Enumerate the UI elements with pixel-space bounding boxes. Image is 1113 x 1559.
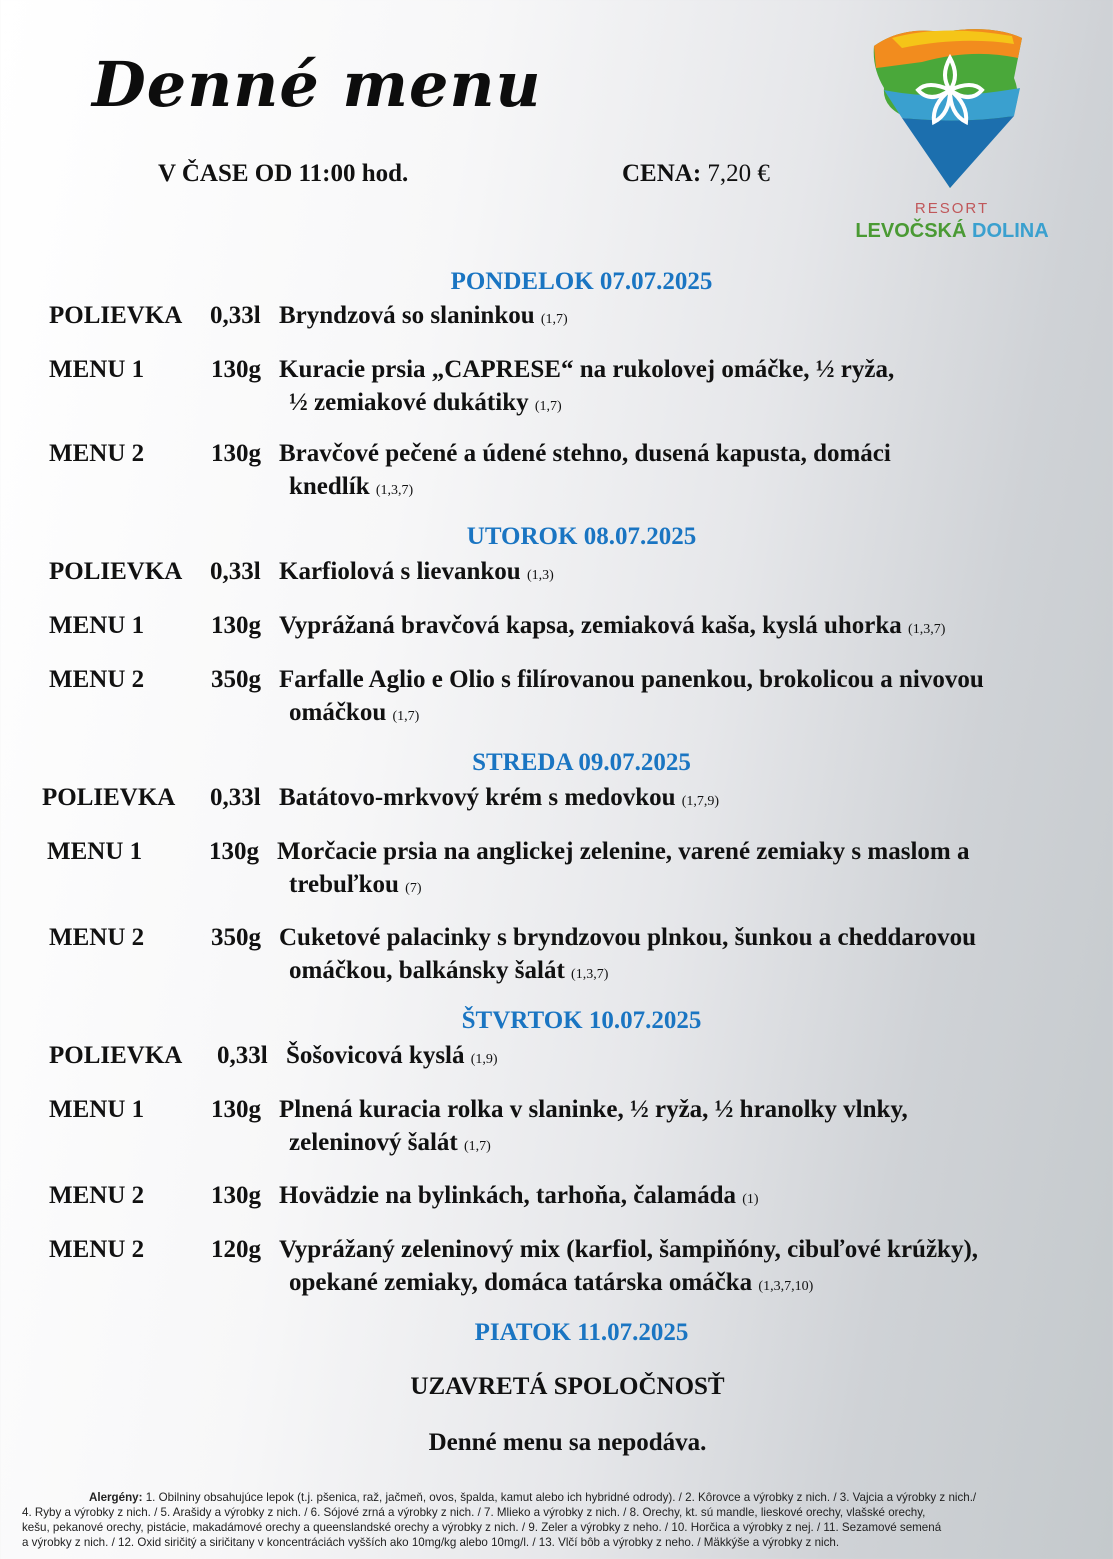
day-heading-monday: PONDELOK 07.07.2025 (450, 268, 713, 295)
price-label: CENA: (622, 160, 702, 187)
day-heading-friday: PIATOK 11.07.2025 (474, 1319, 689, 1346)
service-time: V ČASE OD 11:00 hod. (158, 160, 409, 187)
day-heading-wednesday: STREDA 09.07.2025 (472, 749, 691, 776)
resort-logo (855, 18, 1072, 258)
allergens-label: Alergény: (89, 1491, 143, 1504)
closed-notice: UZAVRETÁ SPOLOČNOSŤ (410, 1373, 725, 1400)
day-heading-thursday: ŠTVRTOK 10.07.2025 (461, 1007, 702, 1034)
day-heading-tuesday: UTOROK 08.07.2025 (466, 523, 697, 550)
flower-emblem-icon (862, 18, 1042, 193)
allergens-footer: Alergény: 1. Obilniny obsahujúce lepok (t.j. pšenica, raž, jačmeň, ovos, špalda, kamut alebo ich hybridné odrody). / 2. Kôrovce a výrobky z nich. / 3. Vajcia a výrobky z nich./ 4. Ryby a výrobky z nich. / 5. Arašidy a výrobky z nich. / 6. Sójové zrná a výrobky z nich. / 7. Mlieko a výrobky z nich. / 8. Orechy, kt. sú mandle, lieskové orechy, vlašské orechy, kešu, pekanové orechy, pistácie, makadámové orechy a queenslandské orechy a výrobky z nich. / 9. Zeler a výrobky z neho. / 10. Horčica a výrobky z nej. / 11. Sezamové semená a výrobky z nich. / 12. Oxid siričitý a siričitany v koncentráciách vyšších ako 10mg/kg alebo 10mg/l. / 13. Vlčí bôb a výrobky z neho. / Mäkkýše a výrobky z nich. (22, 1491, 977, 1549)
price-value: 7,20 € (707, 160, 770, 187)
logo-resort-text: RESORT (914, 200, 990, 217)
not-served-notice: Denné menu sa nepodáva. (428, 1429, 707, 1456)
price (622, 160, 770, 188)
page-title: Denné menu (92, 48, 542, 121)
logo-brand-text: LEVOČSKÁ DOLINA (855, 220, 1049, 242)
